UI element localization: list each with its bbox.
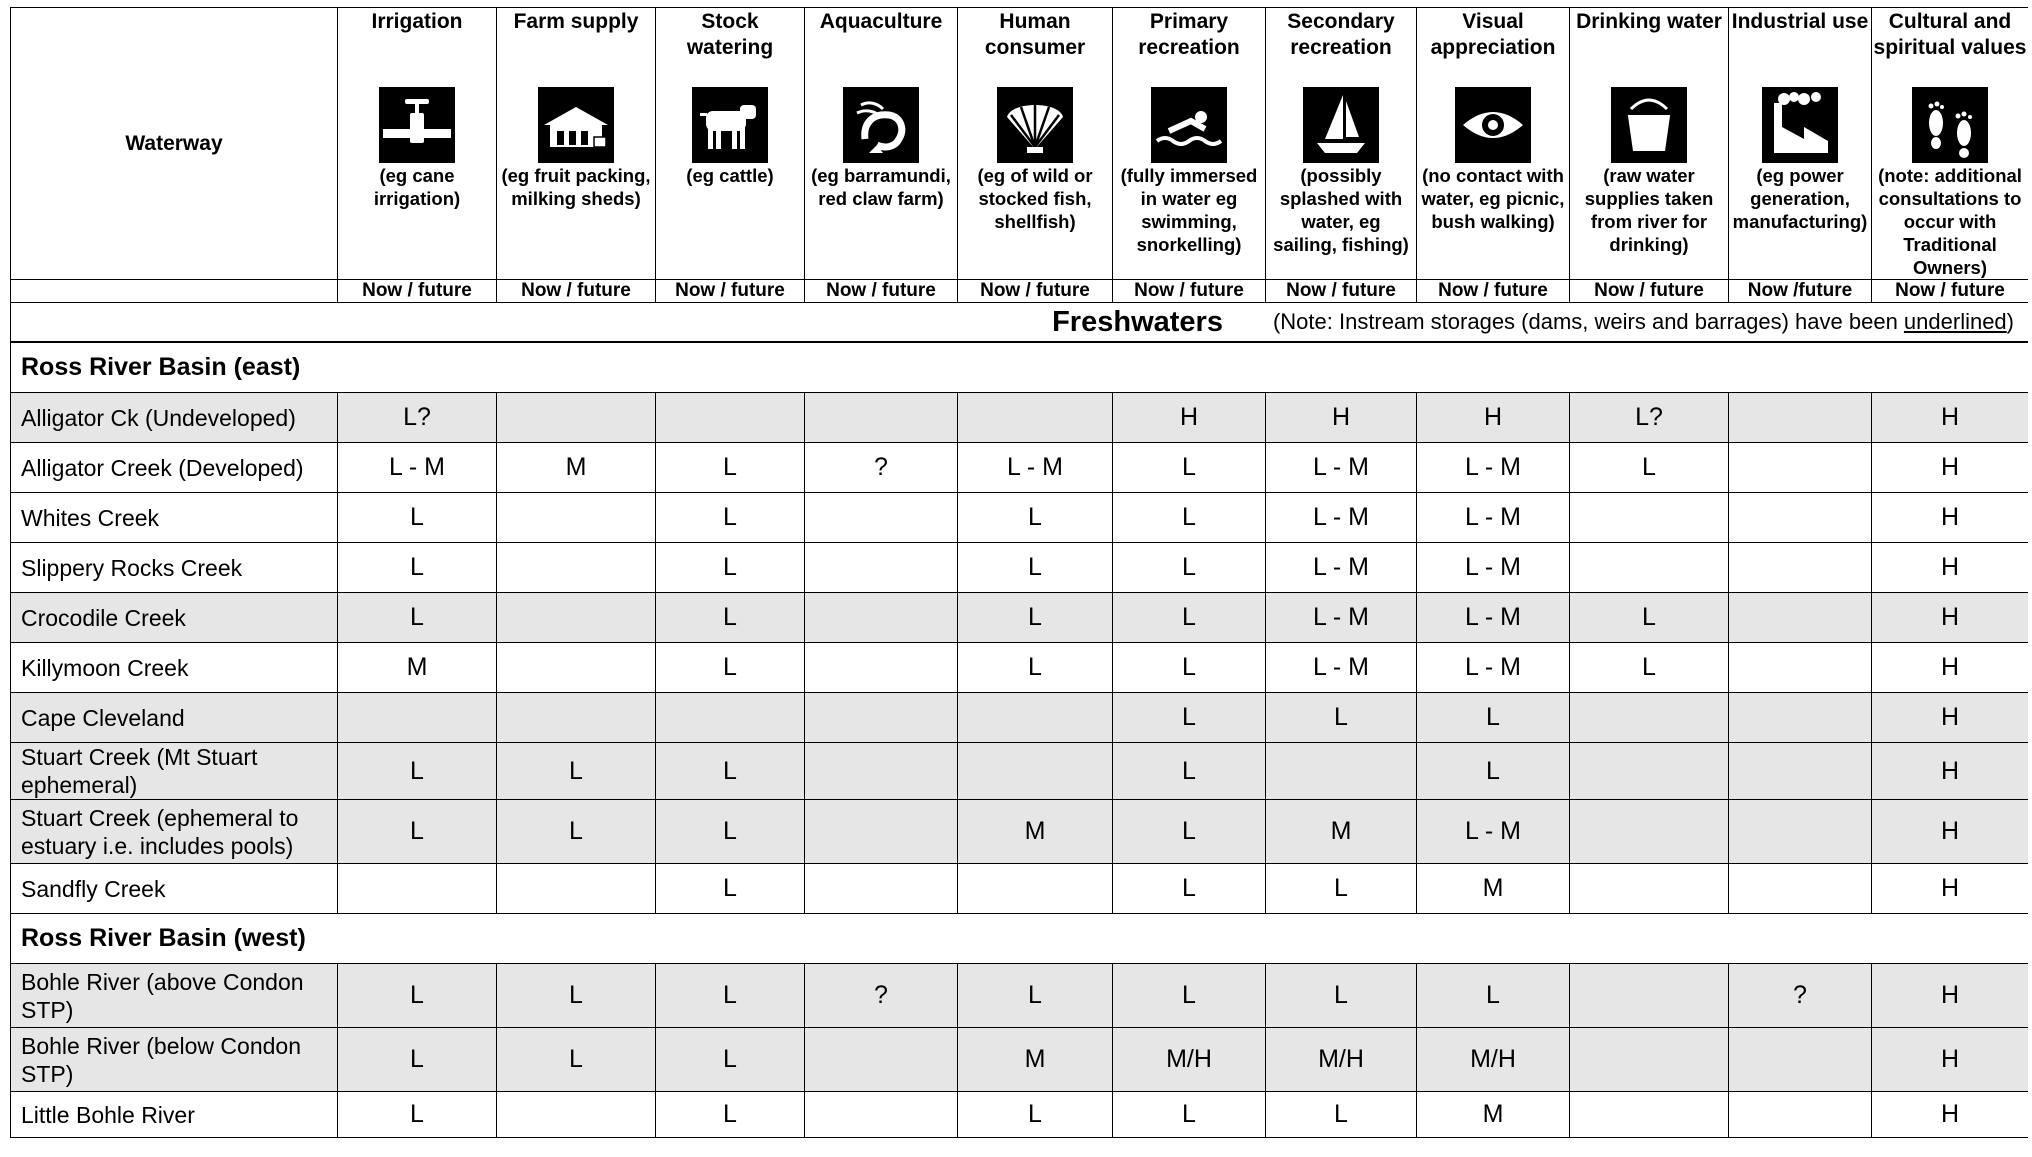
- use-name: Farm supply: [513, 10, 639, 33]
- use-description: (eg cattle): [686, 165, 774, 186]
- use-description: (possibly splashed with water, eg sailing, fishing): [1273, 165, 1409, 255]
- table-row: [11, 743, 2029, 800]
- value-cell: L: [338, 964, 497, 1028]
- value-cell: [1729, 693, 1872, 743]
- value-cell: [656, 693, 805, 743]
- value-cell: H: [1872, 800, 2029, 864]
- value-cell: [1570, 493, 1729, 543]
- use-header-aquaculture: [805, 8, 958, 280]
- cattle-icon: [692, 87, 768, 163]
- value-cell: [1729, 493, 1872, 543]
- value-cell: [1570, 693, 1729, 743]
- waterway-name: Cape Cleveland: [11, 693, 338, 743]
- use-name: Stock watering: [686, 10, 774, 59]
- value-cell: L: [958, 643, 1113, 693]
- table-row: [11, 643, 2029, 693]
- value-cell: H: [1872, 1092, 2029, 1138]
- value-cell: L: [1113, 964, 1266, 1028]
- value-cell: M: [958, 1028, 1113, 1092]
- footprints-icon: [1912, 87, 1988, 163]
- now-future-label: Now / future: [1570, 280, 1729, 303]
- value-cell: L - M: [1417, 443, 1570, 493]
- value-cell: L: [656, 1092, 805, 1138]
- waterway-name: Stuart Creek (ephemeral to estuary i.e. includes pools): [11, 800, 338, 864]
- now-future-label: Now / future: [1113, 280, 1266, 303]
- value-cell: [1570, 743, 1729, 800]
- use-name: Irrigation: [371, 10, 463, 33]
- value-cell: [1570, 800, 1729, 864]
- value-cell: L: [1570, 593, 1729, 643]
- value-cell: M: [1417, 1092, 1570, 1138]
- value-cell: [958, 864, 1113, 914]
- value-cell: [1570, 864, 1729, 914]
- value-cell: L - M: [1417, 593, 1570, 643]
- value-cell: L - M: [1266, 593, 1417, 643]
- table-row: [11, 693, 2029, 743]
- value-cell: [338, 693, 497, 743]
- now-future-label: Now / future: [1872, 280, 2029, 303]
- value-cell: L: [338, 543, 497, 593]
- value-cell: H: [1872, 593, 2029, 643]
- value-cell: L: [1570, 443, 1729, 493]
- value-cell: L: [656, 543, 805, 593]
- use-header-farm-supply: [497, 8, 656, 280]
- value-cell: [805, 864, 958, 914]
- value-cell: L: [958, 493, 1113, 543]
- value-cell: L: [338, 593, 497, 643]
- table-row: [11, 393, 2029, 443]
- value-cell: [1729, 393, 1872, 443]
- value-cell: L - M: [1266, 543, 1417, 593]
- value-cell: L: [656, 1028, 805, 1092]
- value-cell: [805, 393, 958, 443]
- value-cell: [497, 593, 656, 643]
- value-cell: L: [656, 864, 805, 914]
- use-description: (fully immersed in water eg swimming, snorkelling): [1120, 165, 1258, 255]
- value-cell: L: [656, 593, 805, 643]
- value-cell: L: [1113, 543, 1266, 593]
- value-cell: L: [958, 593, 1113, 643]
- value-cell: L: [1417, 693, 1570, 743]
- use-description: (note: additional consultations to occur with Traditional Owners): [1878, 165, 2022, 278]
- waterway-name: Killymoon Creek: [11, 643, 338, 693]
- value-cell: H: [1872, 493, 2029, 543]
- value-cell: L: [338, 1092, 497, 1138]
- value-cell: [1729, 443, 1872, 493]
- use-header-primary-recreation: [1113, 8, 1266, 280]
- value-cell: H: [1872, 693, 2029, 743]
- table-row: [11, 543, 2029, 593]
- table-row: [11, 443, 2029, 493]
- value-cell: M: [497, 443, 656, 493]
- use-header-human-consumer: [958, 8, 1113, 280]
- table-row: [11, 593, 2029, 643]
- value-cell: [1570, 964, 1729, 1028]
- note-close: ): [2006, 309, 2014, 334]
- value-cell: L: [656, 443, 805, 493]
- value-cell: [497, 393, 656, 443]
- value-cell: [497, 493, 656, 543]
- value-cell: [338, 864, 497, 914]
- value-cell: [805, 643, 958, 693]
- value-cell: ?: [805, 443, 958, 493]
- value-cell: M/H: [1113, 1028, 1266, 1092]
- use-header-drinking-water: [1570, 8, 1729, 280]
- waterway-name: Alligator Creek (Developed): [11, 443, 338, 493]
- value-cell: L: [1113, 800, 1266, 864]
- value-cell: [1729, 800, 1872, 864]
- environmental-values-table: [10, 7, 2028, 1138]
- bucket-icon: [1611, 87, 1687, 163]
- value-cell: H: [1872, 743, 2029, 800]
- table-row: [11, 1028, 2029, 1092]
- table-row: [11, 1092, 2029, 1138]
- value-cell: L: [1113, 593, 1266, 643]
- value-cell: L: [1266, 693, 1417, 743]
- use-description: (eg power generation, manufacturing): [1732, 165, 1868, 232]
- value-cell: H: [1872, 543, 2029, 593]
- value-cell: ?: [805, 964, 958, 1028]
- use-name: Visual appreciation: [1430, 10, 1556, 59]
- value-cell: L - M: [1266, 443, 1417, 493]
- value-cell: H: [1266, 393, 1417, 443]
- value-cell: [1729, 1028, 1872, 1092]
- now-future-label: Now / future: [1417, 280, 1570, 303]
- now-future-label: Now / future: [958, 280, 1113, 303]
- waterway-name: Whites Creek: [11, 493, 338, 543]
- waterway-name: Bohle River (below Condon STP): [11, 1028, 338, 1092]
- value-cell: L: [1113, 1092, 1266, 1138]
- waterway-name: Crocodile Creek: [11, 593, 338, 643]
- value-cell: [497, 543, 656, 593]
- value-cell: L: [338, 1028, 497, 1092]
- value-cell: [805, 1092, 958, 1138]
- value-cell: [1729, 643, 1872, 693]
- swimmer-icon: [1151, 87, 1227, 163]
- value-cell: L: [338, 743, 497, 800]
- use-name: Secondary recreation: [1287, 10, 1395, 59]
- value-cell: L: [958, 1092, 1113, 1138]
- value-cell: L: [1113, 443, 1266, 493]
- basin-header-row: [11, 342, 2029, 393]
- value-cell: L: [497, 964, 656, 1028]
- use-header-irrigation: [338, 8, 497, 280]
- now-future-label: Now / future: [338, 280, 497, 303]
- now-future-row: [11, 280, 2029, 303]
- value-cell: [1570, 543, 1729, 593]
- value-cell: H: [1417, 393, 1570, 443]
- value-cell: [805, 493, 958, 543]
- value-cell: H: [1872, 1028, 2029, 1092]
- value-cell: H: [1872, 393, 2029, 443]
- freshwaters-note: [1273, 309, 2014, 335]
- value-cell: L - M: [1266, 643, 1417, 693]
- value-cell: [1266, 743, 1417, 800]
- freshwaters-row: [11, 303, 2029, 343]
- use-description: (no contact with water, eg picnic, bush walking): [1421, 165, 1565, 232]
- value-cell: [1570, 1028, 1729, 1092]
- use-header-stock-watering: [656, 8, 805, 280]
- value-cell: [656, 393, 805, 443]
- value-cell: L: [1113, 693, 1266, 743]
- use-description: (eg barramundi, red claw farm): [811, 165, 951, 209]
- waterway-name: Stuart Creek (Mt Stuart ephemeral): [11, 743, 338, 800]
- farm-shed-icon: [538, 87, 614, 163]
- value-cell: M/H: [1417, 1028, 1570, 1092]
- value-cell: L - M: [1266, 493, 1417, 543]
- value-cell: [1570, 1092, 1729, 1138]
- shell-icon: [997, 87, 1073, 163]
- value-cell: L - M: [338, 443, 497, 493]
- waterway-name: Little Bohle River: [11, 1092, 338, 1138]
- value-cell: L: [1113, 493, 1266, 543]
- use-description: (eg of wild or stocked fish, shellfish): [977, 165, 1093, 232]
- value-cell: L: [656, 493, 805, 543]
- freshwaters-cell: [11, 303, 2029, 343]
- value-cell: H: [1113, 393, 1266, 443]
- use-header-visual-appreciation: [1417, 8, 1570, 280]
- value-cell: [805, 800, 958, 864]
- now-future-label: Now / future: [656, 280, 805, 303]
- header-row: [11, 8, 2029, 280]
- value-cell: L: [497, 743, 656, 800]
- value-cell: [497, 643, 656, 693]
- now-future-label: Now /future: [1729, 280, 1872, 303]
- value-cell: L: [1113, 864, 1266, 914]
- use-description: (eg fruit packing, milking sheds): [501, 165, 651, 209]
- value-cell: L: [338, 800, 497, 864]
- waterway-name: Slippery Rocks Creek: [11, 543, 338, 593]
- value-cell: ?: [1729, 964, 1872, 1028]
- value-cell: L: [1113, 643, 1266, 693]
- eye-icon: [1455, 87, 1531, 163]
- value-cell: M/H: [1266, 1028, 1417, 1092]
- value-cell: L?: [338, 393, 497, 443]
- value-cell: [1729, 743, 1872, 800]
- value-cell: L: [656, 643, 805, 693]
- note-text: (Note: Instream storages (dams, weirs and barrages) have been: [1272, 309, 1904, 334]
- value-cell: [958, 693, 1113, 743]
- water-values-table-container: [10, 7, 2028, 1157]
- value-cell: [805, 593, 958, 643]
- value-cell: [1729, 864, 1872, 914]
- value-cell: H: [1872, 864, 2029, 914]
- value-cell: L: [656, 964, 805, 1028]
- basin-title: Ross River Basin (east): [11, 342, 2029, 393]
- value-cell: [497, 693, 656, 743]
- now-future-label: Now / future: [805, 280, 958, 303]
- use-name: Human consumer: [984, 10, 1086, 59]
- basin-title: Ross River Basin (west): [11, 914, 2029, 964]
- use-description: (eg cane irrigation): [373, 165, 461, 209]
- table-body: [11, 303, 2029, 1138]
- waterway-header: Waterway: [11, 8, 338, 280]
- value-cell: [1729, 543, 1872, 593]
- use-name: Cultural and spiritual values: [1873, 10, 2027, 59]
- note-underlined: underlined: [1903, 309, 2007, 334]
- value-cell: L: [656, 800, 805, 864]
- value-cell: L: [1266, 1092, 1417, 1138]
- value-cell: L: [1113, 743, 1266, 800]
- value-cell: L: [1417, 743, 1570, 800]
- waterway-name: Alligator Ck (Undeveloped): [11, 393, 338, 443]
- value-cell: [497, 864, 656, 914]
- now-future-label: Now / future: [497, 280, 656, 303]
- value-cell: [1729, 1092, 1872, 1138]
- value-cell: L: [958, 964, 1113, 1028]
- value-cell: [497, 1092, 656, 1138]
- prawn-icon: [843, 87, 919, 163]
- waterway-name: Bohle River (above Condon STP): [11, 964, 338, 1028]
- use-name: Drinking water: [1576, 10, 1722, 33]
- value-cell: L: [497, 1028, 656, 1092]
- sailboat-icon: [1303, 87, 1379, 163]
- value-cell: M: [1266, 800, 1417, 864]
- table-row: [11, 964, 2029, 1028]
- value-cell: [805, 1028, 958, 1092]
- use-name: Aquaculture: [819, 10, 943, 33]
- value-cell: L: [1266, 964, 1417, 1028]
- table-row: [11, 800, 2029, 864]
- value-cell: L: [656, 743, 805, 800]
- value-cell: L: [497, 800, 656, 864]
- value-cell: L - M: [1417, 643, 1570, 693]
- value-cell: [805, 743, 958, 800]
- value-cell: L - M: [1417, 543, 1570, 593]
- value-cell: L - M: [958, 443, 1113, 493]
- tap-icon: [379, 87, 455, 163]
- use-description: (raw water supplies taken from river for drinking): [1584, 165, 1714, 255]
- value-cell: H: [1872, 964, 2029, 1028]
- value-cell: L: [1266, 864, 1417, 914]
- table-row: [11, 864, 2029, 914]
- table-row: [11, 493, 2029, 543]
- value-cell: M: [1417, 864, 1570, 914]
- use-header-secondary-recreation: [1266, 8, 1417, 280]
- value-cell: L?: [1570, 393, 1729, 443]
- use-name: Industrial use: [1731, 10, 1869, 33]
- now-future-blank: [11, 280, 338, 303]
- value-cell: L - M: [1417, 800, 1570, 864]
- value-cell: L: [1417, 964, 1570, 1028]
- use-name: Primary recreation: [1138, 10, 1240, 59]
- waterway-name: Sandfly Creek: [11, 864, 338, 914]
- value-cell: L: [338, 493, 497, 543]
- factory-icon: [1762, 87, 1838, 163]
- freshwaters-title: Freshwaters: [1052, 305, 1223, 338]
- value-cell: M: [338, 643, 497, 693]
- value-cell: [805, 693, 958, 743]
- value-cell: L: [1570, 643, 1729, 693]
- value-cell: [958, 393, 1113, 443]
- value-cell: [1729, 593, 1872, 643]
- value-cell: H: [1872, 443, 2029, 493]
- value-cell: [805, 543, 958, 593]
- value-cell: H: [1872, 643, 2029, 693]
- basin-header-row: [11, 914, 2029, 964]
- use-header-cultural-spiritual: [1872, 8, 2029, 280]
- use-header-industrial-use: [1729, 8, 1872, 280]
- value-cell: L - M: [1417, 493, 1570, 543]
- now-future-label: Now / future: [1266, 280, 1417, 303]
- value-cell: L: [958, 543, 1113, 593]
- value-cell: M: [958, 800, 1113, 864]
- value-cell: [958, 743, 1113, 800]
